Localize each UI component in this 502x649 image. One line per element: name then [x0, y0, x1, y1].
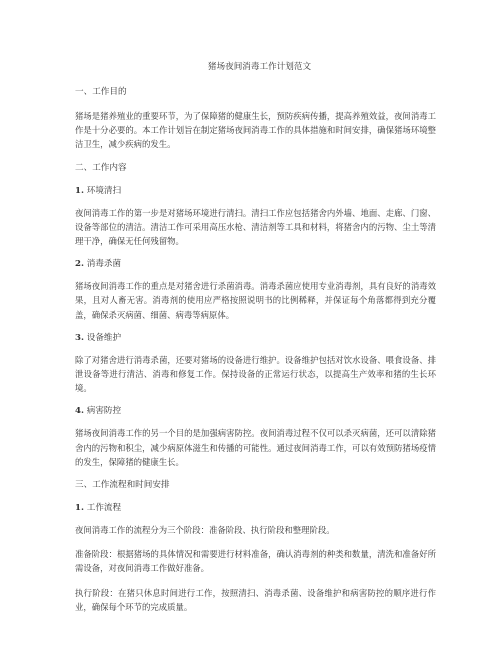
subheading-workflow	[75, 502, 436, 514]
subheading-title: 病害防控	[86, 406, 122, 417]
paragraph: 夜间消毒工作的流程分为三个阶段：准备阶段、执行阶段和整理阶段。	[75, 525, 335, 536]
subheading-disease-control	[75, 405, 436, 417]
section-heading-content: 二、工作内容	[75, 162, 127, 173]
subheading-number: 4.	[75, 406, 84, 417]
section-heading-process: 三、工作流程和时间安排	[75, 480, 170, 491]
subheading-disinfection	[75, 258, 436, 270]
document-title: 猪场夜间消毒工作计划范文	[207, 62, 312, 72]
paragraph: 猪场夜间消毒工作的重点是对猪舍进行杀菌消毒。消毒杀菌应使用专业消毒剂，具有良好的消毒效果，且对人畜无害。消毒剂的使用应严格按照说明书的比例稀释，并保证每个角落都得到充分覆盖，确保杀灭病菌、细菌、病毒等病原体。	[75, 281, 436, 320]
subheading-title: 环境清扫	[86, 185, 122, 196]
section-heading-purpose: 一、工作目的	[75, 87, 127, 97]
subheading-equipment	[75, 332, 436, 344]
subheading-title: 消毒杀菌	[86, 259, 122, 270]
paragraph: 猪场是猪养殖业的重要环节，为了保障猪的健康生长，预防疾病传播，提高养殖效益，夜间消毒工作是十分必要的。本工作计划旨在制定猪场夜间消毒工作的具体措施和时间安排，确保猪场环境整洁卫生，减少疾病的发生。	[75, 111, 436, 150]
paragraph: 猪场夜间消毒工作的另一个目的是加强病害防控。夜间消毒过程不仅可以杀灭病菌，还可以清除猪舍内的污物和积尘，减少病原体滋生和传播的可能性。通过夜间消毒工作，可以有效预防猪场疫情的发生，保障猪的健康生长。	[75, 428, 436, 467]
subheading-number: 1.	[75, 185, 84, 196]
paragraph: 执行阶段：在猪只休息时间进行工作，按照清扫、消毒杀菌、设备维护和病害防控的顺序进行作业，确保每个环节的完成质量。	[75, 587, 436, 612]
paragraph: 夜间消毒工作的第一步是对猪场环境进行清扫。清扫工作应包括猪舍内外墙、地面、走廊、门窗、设备等部位的清洁。清洁工作可采用高压水枪、清洁剂等工具和材料，将猪舍内的污物、尘土等清理干净，确保无任何残留物。	[75, 207, 436, 247]
subheading-number: 3.	[75, 332, 84, 343]
subheading-number: 2.	[75, 259, 84, 270]
paragraph: 准备阶段：根据猪场的具体情况和需要进行材料准备，确认消毒剂的种类和数量，清洗和准备好所需设备，对夜间消毒工作做好准备。	[75, 549, 436, 574]
subheading-number: 1.	[75, 503, 84, 514]
subheading-cleaning	[75, 185, 436, 197]
subheading-title: 设备维护	[86, 332, 122, 343]
paragraph: 除了对猪舍进行消毒杀菌，还要对猪场的设备进行维护。设备维护包括对饮水设备、喂食设备、排泄设备等进行清洁、消毒和修复工作。保持设备的正常运行状态，以提高生产效率和猪的生长环境。	[75, 354, 436, 394]
subheading-title: 工作流程	[86, 503, 122, 514]
